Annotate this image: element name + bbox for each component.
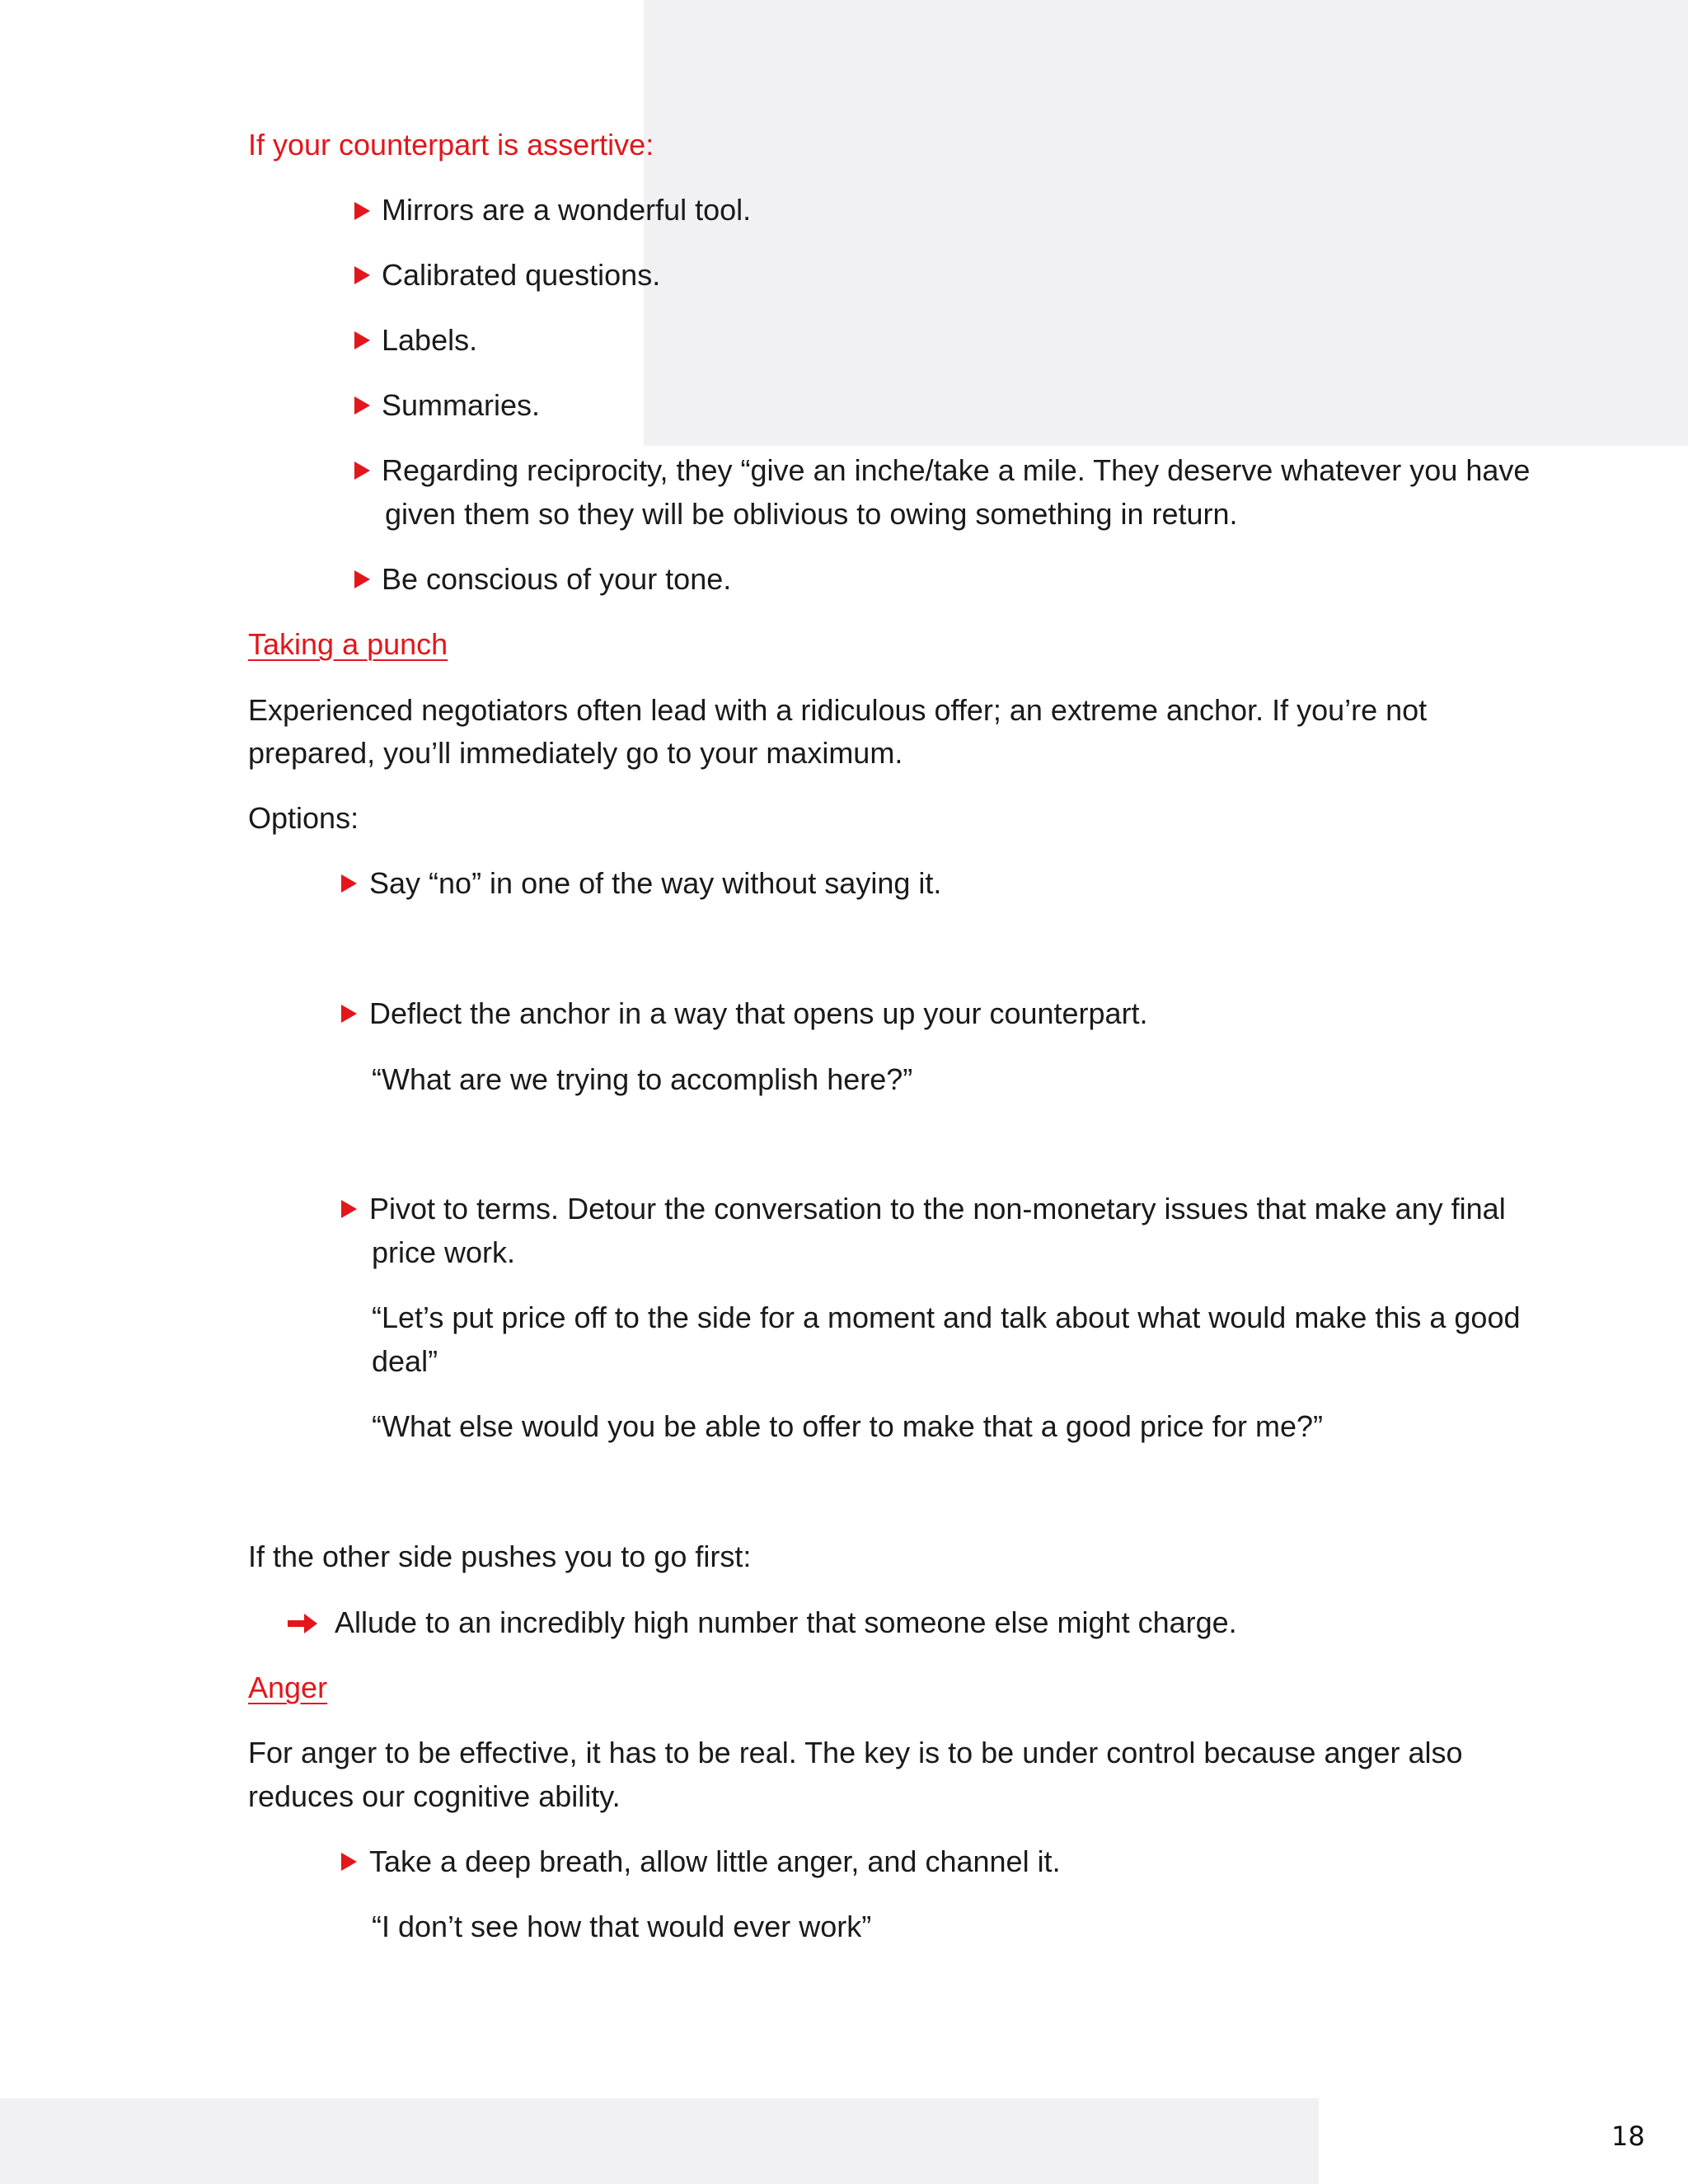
paragraph-line: If the other side pushes you to go first: bbox=[248, 1540, 752, 1573]
bullet-triangle-icon bbox=[354, 331, 370, 349]
paragraph-line: Experienced negotiators often lead with a ridiculous offer; an extreme anchor. If you’re not bbox=[248, 693, 1428, 727]
list-item-continuation: given them so they will be oblivious to owing something in return. bbox=[385, 497, 1238, 531]
bullet-triangle-icon bbox=[341, 1005, 357, 1023]
page-number: 18 bbox=[1611, 2121, 1645, 2152]
paragraph-line: For anger to be effective, it has to be real. The key is to be under control because anger also bbox=[248, 1736, 1463, 1769]
bullet-triangle-icon bbox=[354, 570, 370, 588]
list-item: Calibrated questions. bbox=[382, 258, 661, 292]
bullet-triangle-icon bbox=[354, 396, 370, 415]
section-heading-anger[interactable]: Anger bbox=[248, 1671, 328, 1704]
list-item: Deflect the anchor in a way that opens up your counterpart. bbox=[369, 996, 1148, 1030]
quote-line: “Let’s put price off to the side for a moment and talk about what would make this a good bbox=[372, 1301, 1521, 1334]
bullet-triangle-icon bbox=[341, 1200, 357, 1218]
list-item: Say “no” in one of the way without saying it. bbox=[369, 866, 942, 900]
list-item: Regarding reciprocity, they “give an inche/take a mile. They deserve whatever you have bbox=[382, 453, 1531, 487]
arrow-right-icon bbox=[286, 1611, 319, 1636]
quote-line: “What are we trying to accomplish here?” bbox=[372, 1062, 913, 1096]
section-heading-taking-a-punch[interactable]: Taking a punch bbox=[248, 627, 448, 661]
bullet-triangle-icon bbox=[354, 462, 370, 480]
list-item: Labels. bbox=[382, 323, 478, 357]
bullet-triangle-icon bbox=[354, 202, 370, 220]
list-item: Be conscious of your tone. bbox=[382, 562, 732, 596]
quote-line: deal” bbox=[372, 1344, 438, 1378]
background-shade-bottom bbox=[0, 2098, 1319, 2184]
paragraph-line: prepared, you’ll immediately go to your maximum. bbox=[248, 736, 903, 770]
bullet-triangle-icon bbox=[341, 874, 357, 893]
quote-line: “I don’t see how that would ever work” bbox=[372, 1910, 872, 1943]
list-item: Summaries. bbox=[382, 388, 541, 422]
background-shade-top bbox=[644, 0, 1688, 446]
list-item: Pivot to terms. Detour the conversation to the non-monetary issues that make any final bbox=[369, 1192, 1506, 1226]
bullet-triangle-icon bbox=[341, 1853, 357, 1871]
assertive-heading: If your counterpart is assertive: bbox=[248, 128, 654, 162]
list-item: Allude to an incredibly high number that someone else might charge. bbox=[335, 1605, 1237, 1639]
list-item: Mirrors are a wonderful tool. bbox=[382, 193, 752, 227]
list-item-continuation: price work. bbox=[372, 1235, 516, 1269]
list-item: Take a deep breath, allow little anger, and channel it. bbox=[369, 1844, 1061, 1878]
quote-line: “What else would you be able to offer to make that a good price for me?” bbox=[372, 1409, 1323, 1443]
bullet-triangle-icon bbox=[354, 266, 370, 284]
options-label: Options: bbox=[248, 801, 359, 835]
paragraph-line: reduces our cognitive ability. bbox=[248, 1779, 621, 1813]
